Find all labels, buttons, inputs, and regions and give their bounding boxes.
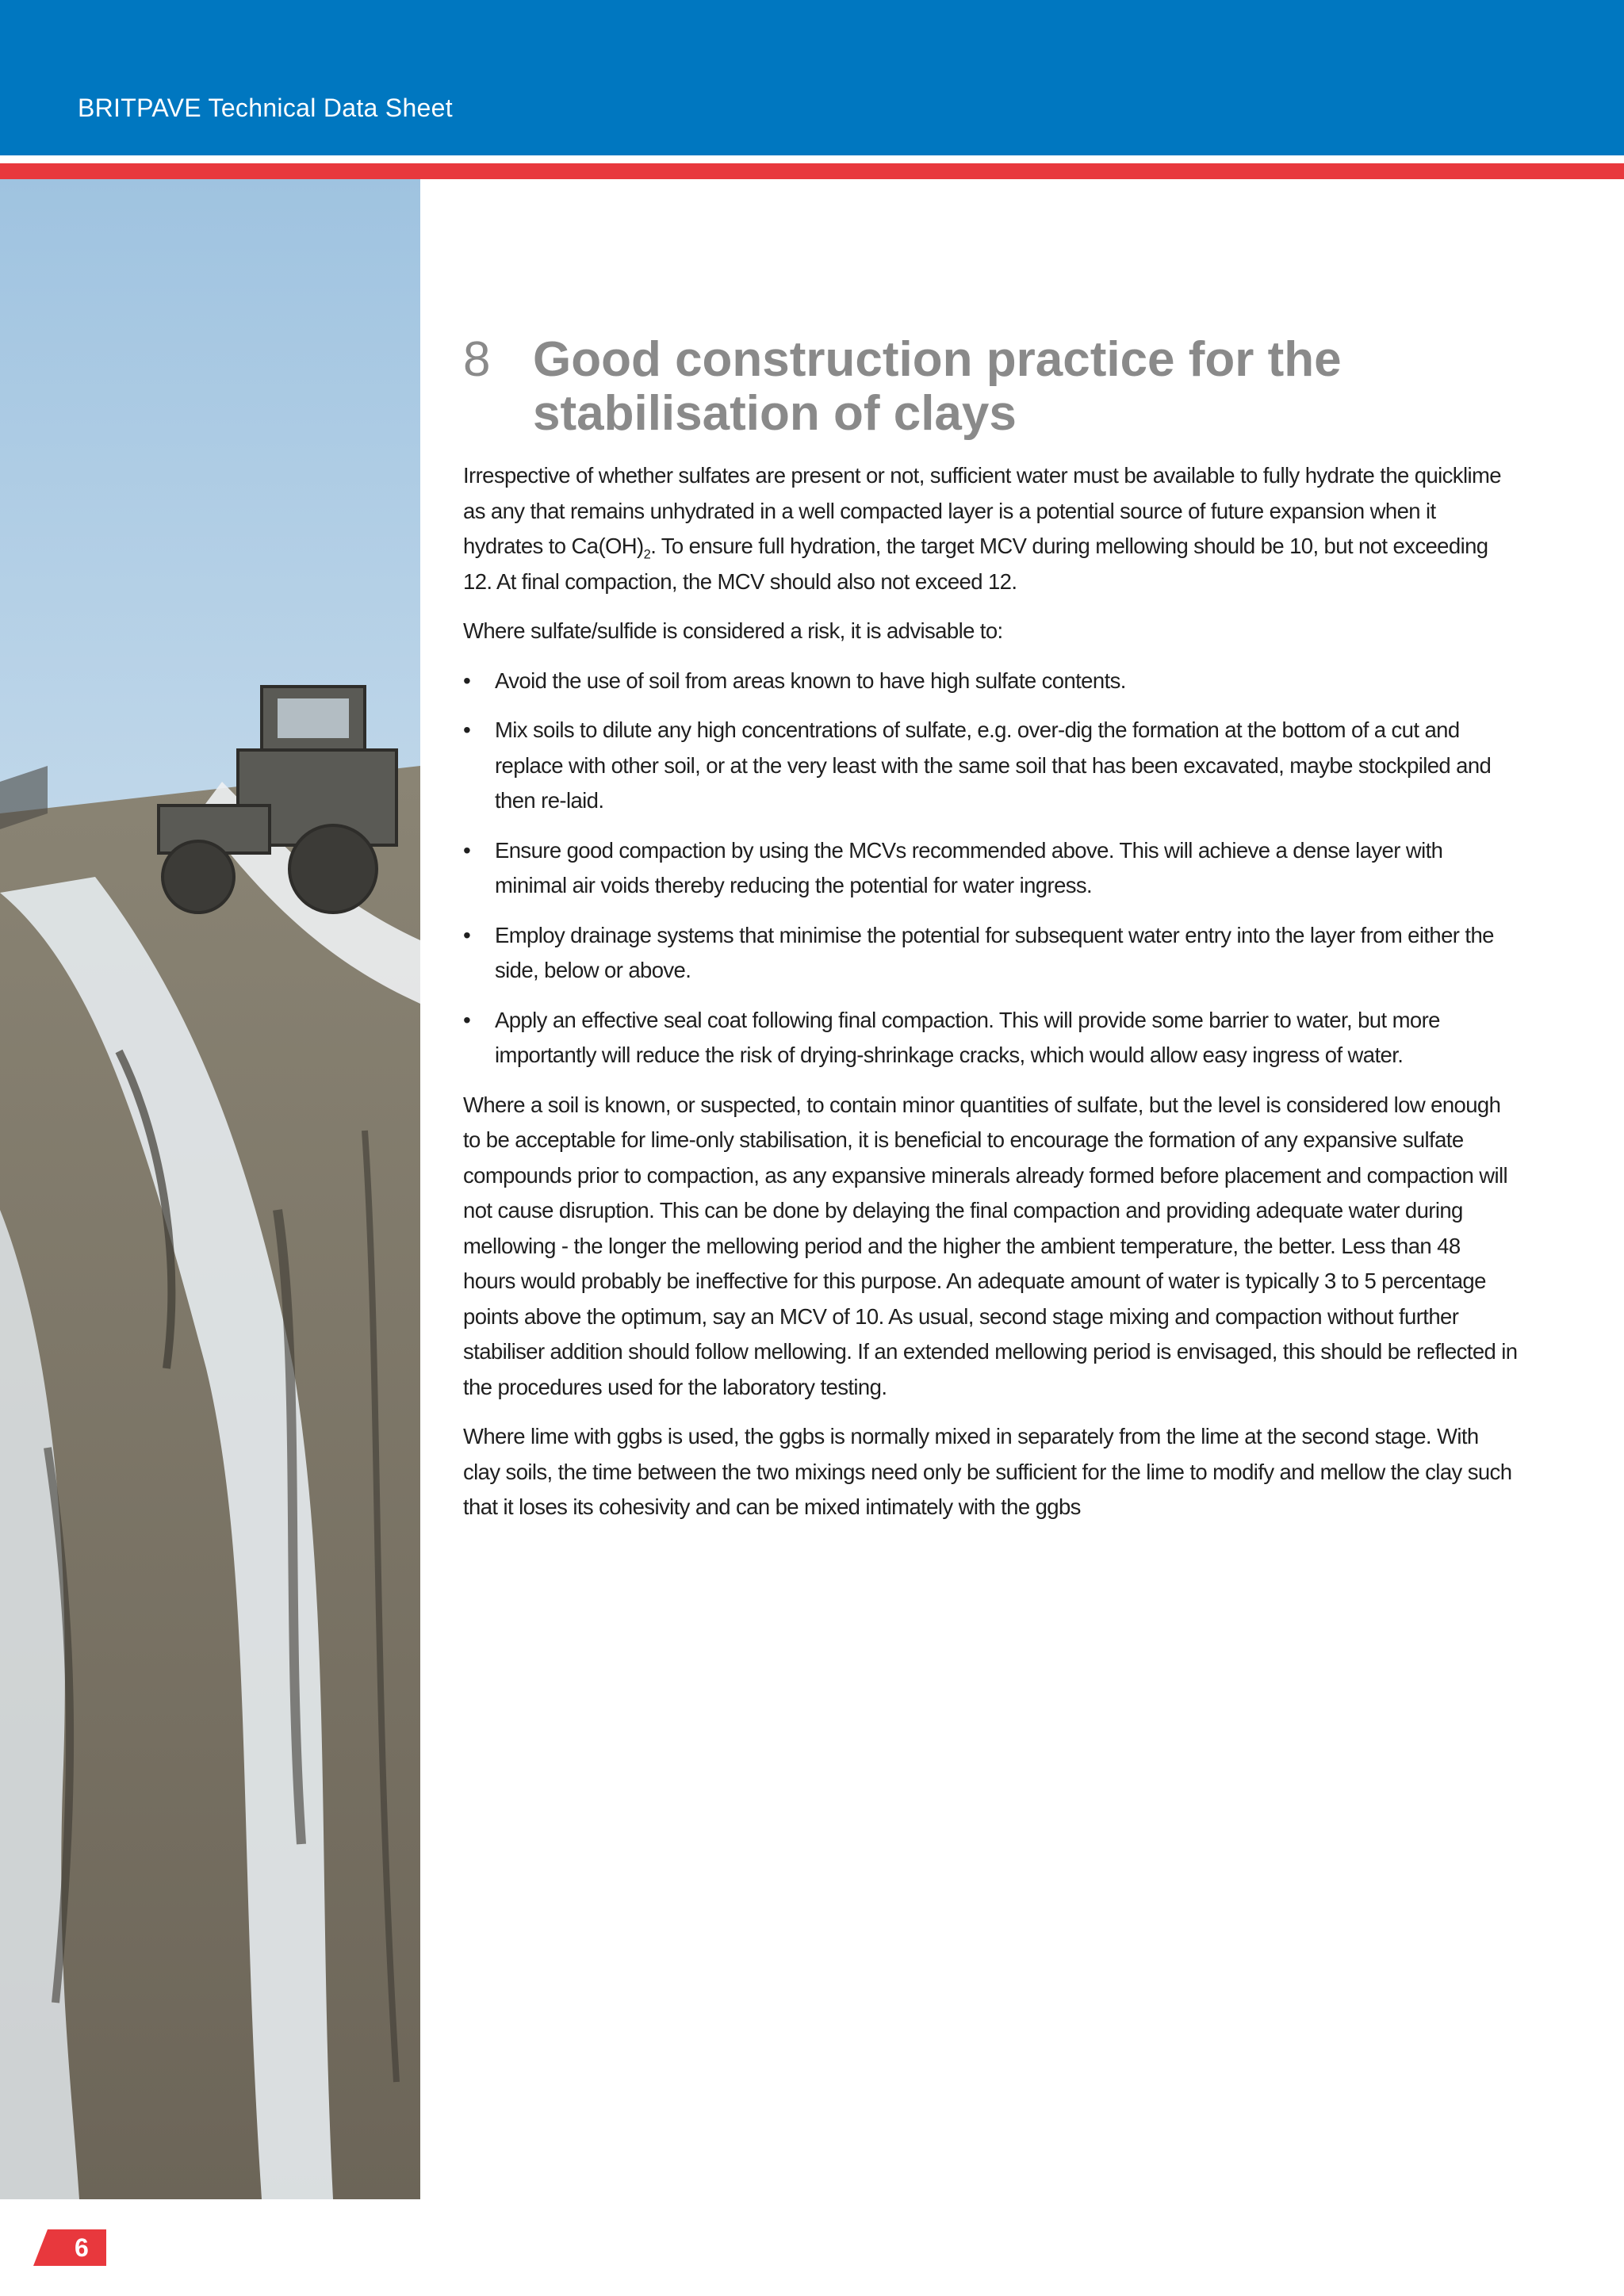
paragraph-ggbs: Where lime with ggbs is used, the ggbs is normally mixed in separately from the lime at the second stage. With clay soils, the time between the two mixings need only be sufficient for the lime to modify and mellow the clay such that it loses its cohesivity and can be mixed intimately with the ggbs: [463, 1424, 1512, 1519]
section-title: Good construction practice for the stabilisation of clays: [533, 332, 1342, 441]
list-item: • Avoid the use of soil from areas known to have high sulfate contents.: [463, 664, 1518, 699]
paragraph-hydration-text-b: . To ensure full hydration, the target MCV during mellowing should be 10, but not exceeding 12. At final compaction, the MCV should also not exceed 12.: [463, 534, 1488, 594]
header-band: [0, 0, 1624, 155]
side-photo: [0, 179, 420, 2199]
list-item: • Apply an effective seal coat following final compaction. This will provide some barrier to water, but more importantly will reduce the risk of drying-shrinkage cracks, which would allow easy ingress of water.: [463, 1003, 1518, 1073]
list-item: • Ensure good compaction by using the MCVs recommended above. This will achieve a dense layer with minimal air voids thereby reducing the potential for water ingress.: [463, 833, 1518, 904]
list-item: • Mix soils to dilute any high concentrations of sulfate, e.g. over-dig the formation at the bottom of a cut and replace with other soil, or at the very least with the same soil that has been excavated, maybe stockpiled and then re-laid.: [463, 713, 1518, 819]
paragraph-minor-sulfate: Where a soil is known, or suspected, to contain minor quantities of sulfate, but the level is considered low enough to be acceptable for lime-only stabilisation, it is beneficial to encourage the formation of any expansive sulfate compounds prior to compaction, as any expansive minerals already formed before placement and compaction will not cause disruption. This can be done by delaying the final compaction and providing adequate water during mellowing - the longer the mellowing period and the higher the ambient temperature, the better. Less than 48 hours would probably be ineffective for this purpose. An adequate amount of water is typically 3 to 5 percentage points above the optimum, say an MCV of 10. As usual, second stage mixing and compaction without further stabiliser addition should follow mellowing. If an extended mellowing period is envisaged, this should be reflected in the procedures used for the laboratory testing.: [463, 1092, 1518, 1399]
photo-stabilisation-machine-icon: [0, 179, 420, 2199]
page-tab-shape-icon: [33, 2229, 106, 2266]
paragraph-hydration-text-a: Irrespective of whether sulfates are present or not, sufficient water must be available to fully hydrate the quicklime as any that remains unhydrated in a well compacted layer is a potential source of future expansion when it hydrates to Ca(OH): [463, 463, 1501, 558]
advice-list: [463, 664, 1518, 1073]
header-divider-white: [0, 155, 1624, 163]
section-heading: [463, 333, 1518, 441]
paragraph-sulfate-risk-intro: Where sulfate/sulfide is considered a risk, it is advisable to:: [463, 618, 1003, 643]
page-number-tab: [33, 2229, 106, 2266]
section-number: 8: [463, 332, 491, 387]
document-title: BRITPAVE Technical Data Sheet: [78, 94, 453, 122]
list-item: • Employ drainage systems that minimise the potential for subsequent water entry into the layer from either the side, below or above.: [463, 918, 1518, 989]
subscript-2: 2: [643, 547, 651, 562]
paragraph-hydration: [463, 458, 1518, 599]
page-number: 6: [75, 2233, 89, 2262]
main-content: [463, 333, 1518, 1540]
header-divider-red: [0, 163, 1624, 179]
